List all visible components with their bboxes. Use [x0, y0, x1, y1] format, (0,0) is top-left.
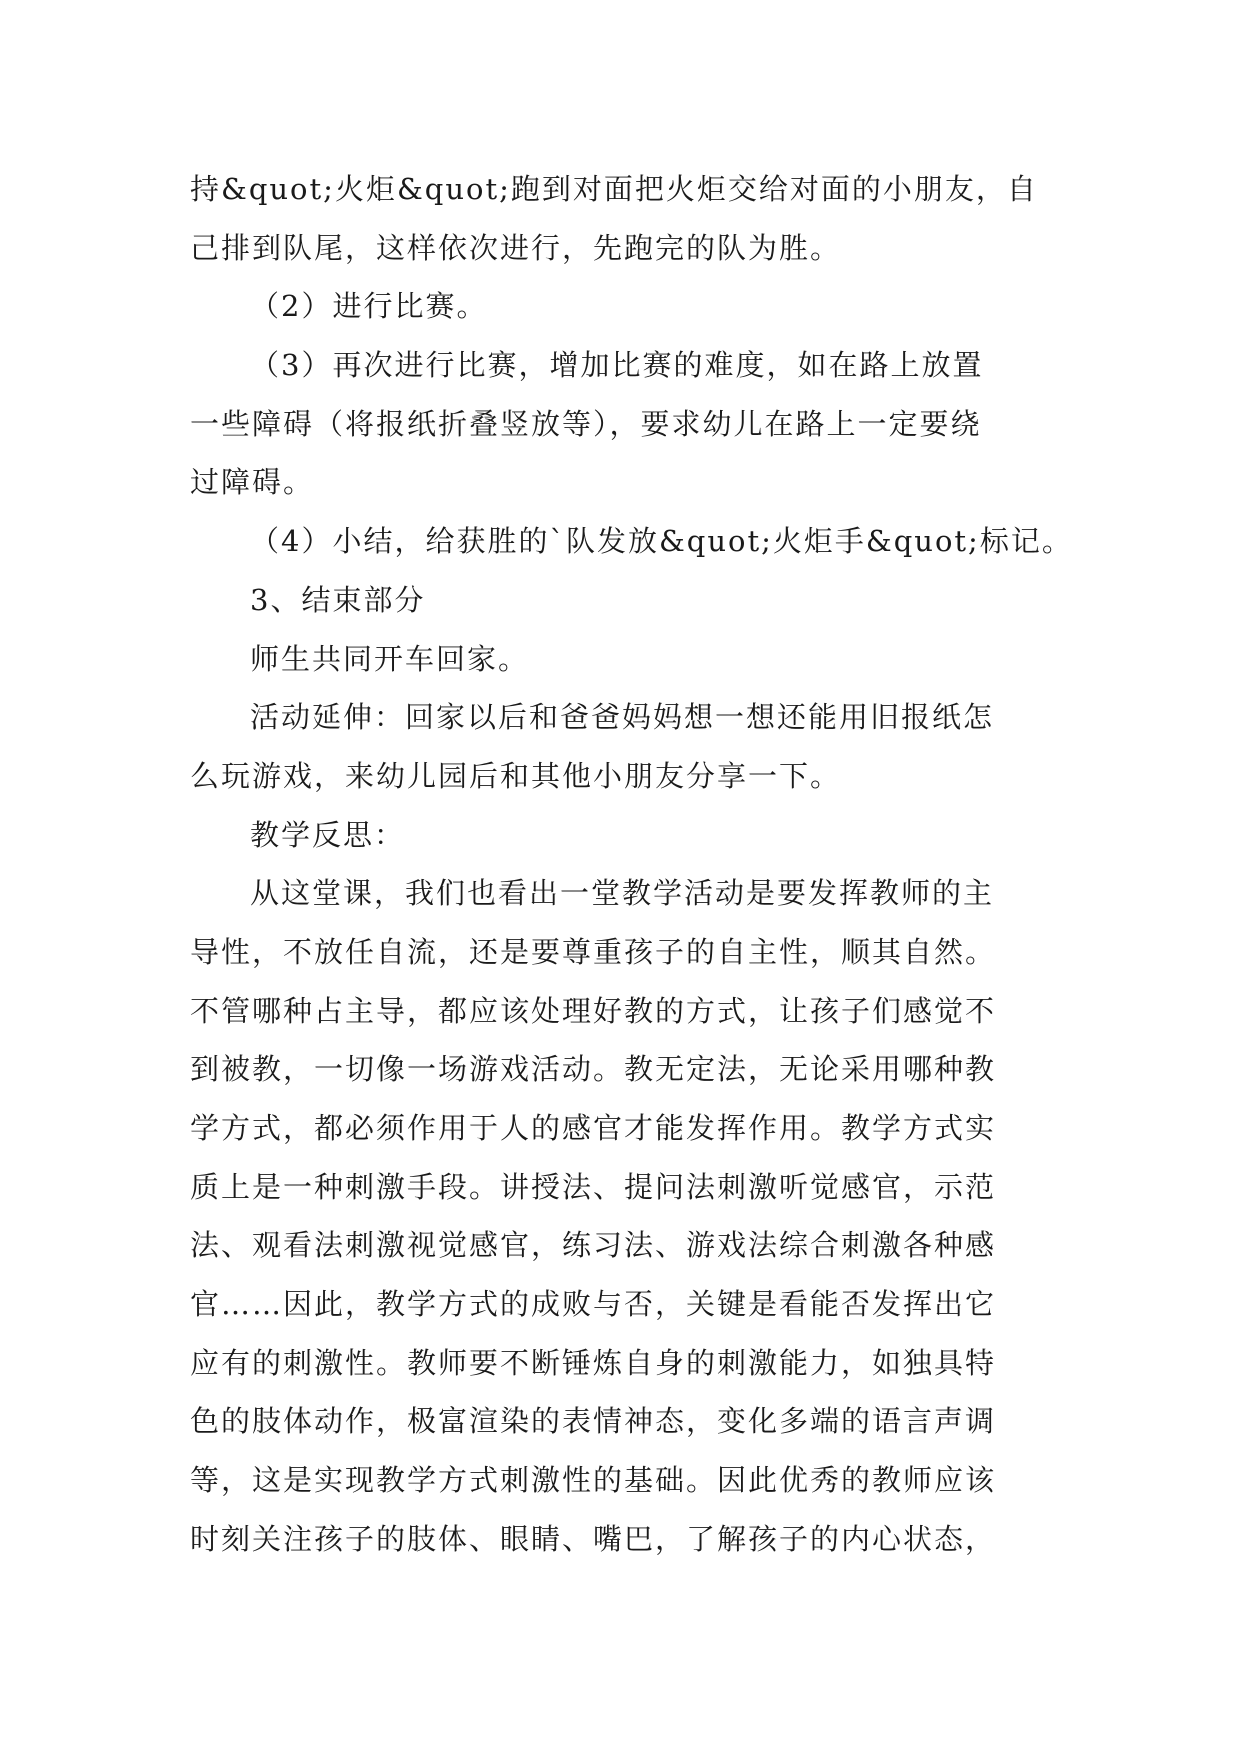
- text-line: 应有的刺激性。教师要不断锤炼自身的刺激能力，如独具特: [190, 1345, 997, 1380]
- text-line: 官……因此，教学方式的成败与否，关键是看能否发挥出它: [190, 1287, 997, 1322]
- text-line: 师生共同开车回家。: [250, 641, 530, 676]
- text-line: 学方式，都必须作用于人的感官才能发挥作用。教学方式实: [190, 1111, 997, 1145]
- body-text: [190, 160, 1073, 1569]
- text-line: （2）进行比赛。: [250, 289, 488, 324]
- text-line: 导性，不放任自流，还是要尊重孩子的自主性，顺其自然。: [190, 934, 997, 969]
- text-line: 质上是一种刺激手段。讲授法、提问法刺激听觉感官，示范: [190, 1169, 997, 1204]
- text-line: 活动延伸：回家以后和爸爸妈妈想一想还能用旧报纸怎: [250, 700, 995, 735]
- text-line: 么玩游戏，来幼儿园后和其他小朋友分享一下。: [190, 758, 842, 793]
- text-line: （4）小结，给获胜的`队发放&quot;火炬手&quot;标记。: [250, 524, 1073, 559]
- section-heading: 3、结束部分: [250, 582, 426, 617]
- text-line: 一些障碍（将报纸折叠竖放等），要求幼儿在路上一定要绕: [190, 406, 982, 441]
- text-line: 色的肢体动作，极富渲染的表情神态，变化多端的语言声调: [190, 1404, 997, 1439]
- text-line: 时刻关注孩子的肢体、眼睛、嘴巴，了解孩子的内心状态，: [190, 1521, 997, 1556]
- text-line: 己排到队尾，这样依次进行，先跑完的队为胜。: [190, 230, 842, 265]
- text-line: 不管哪种占主导，都应该处理好教的方式，让孩子们感觉不: [190, 993, 997, 1028]
- text-line: 从这堂课，我们也看出一堂教学活动是要发挥教师的主: [250, 876, 995, 911]
- text-line: （3）再次进行比赛，增加比赛的难度，如在路上放置: [250, 348, 984, 383]
- text-line: 法、观看法刺激视觉感官，练习法、游戏法综合刺激各种感: [190, 1228, 997, 1263]
- text-line: 持&quot;火炬&quot;跑到对面把火炬交给对面的小朋友，自: [190, 172, 1038, 206]
- text-line: 过障碍。: [190, 465, 315, 500]
- text-line: 到被教，一切像一场游戏活动。教无定法，无论采用哪种教: [190, 1052, 997, 1087]
- text-line: 等，这是实现教学方式刺激性的基础。因此优秀的教师应该: [190, 1463, 997, 1498]
- section-heading: 教学反思：: [250, 817, 406, 852]
